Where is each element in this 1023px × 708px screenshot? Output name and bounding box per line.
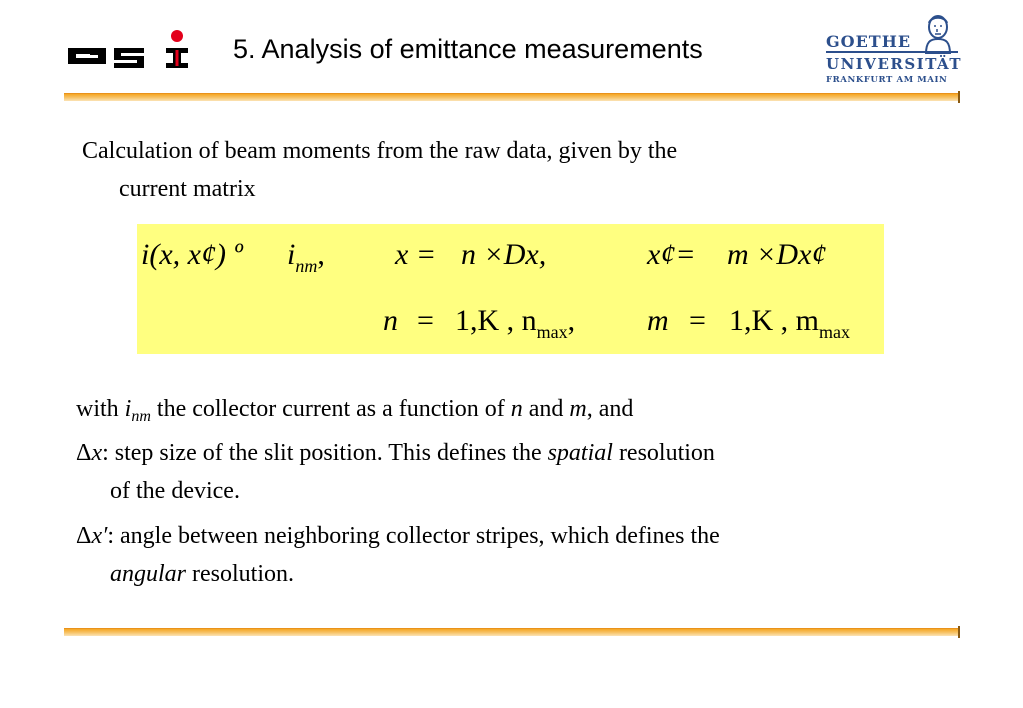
goethe-logo-line3: FRANKFURT AM MAIN	[826, 75, 948, 85]
formula-eq-1: =	[417, 304, 434, 337]
header-divider	[64, 93, 958, 101]
formula-x-eq: x =	[395, 238, 437, 271]
goethe-logo-line2: UNIVERSITÄT	[826, 55, 963, 73]
formula-range-n: 1,K , $n_{max}$,	[455, 304, 576, 342]
delta-xprime-line-1: Δx′: angle between neighboring collector stripes, which defines the	[76, 523, 720, 549]
goethe-university-logo	[826, 12, 962, 90]
goethe-logo-line1: GOETHE	[826, 32, 912, 51]
delta-x-paragraph	[76, 434, 936, 510]
formula-lhs: i(x, x¢) º	[141, 238, 243, 271]
with-inm-paragraph: with $i_{nm}$ the collector current as a function of n and m, and	[76, 396, 634, 425]
page-title: 5. Analysis of emittance measurements	[233, 34, 703, 64]
footer-divider	[64, 628, 958, 636]
goethe-portrait-icon	[918, 12, 958, 54]
delta-xprime-line-2: angular resolution.	[110, 561, 295, 587]
gsi-logo-icon	[66, 28, 194, 70]
formula-n-dx: n ×Dx,	[461, 238, 547, 271]
intro-line-2: current matrix	[119, 176, 256, 202]
formula-n: n	[383, 304, 398, 337]
delta-x-line-1: Δx: step size of the slit position. This defines the spatial resolution	[76, 440, 715, 466]
formula-m: m	[647, 304, 669, 337]
formula-inm: $i_{nm}$,	[287, 238, 325, 276]
intro-paragraph	[82, 132, 882, 208]
formula-box	[137, 224, 884, 354]
delta-xprime-paragraph	[76, 517, 936, 593]
delta-x-line-2: of the device.	[110, 478, 240, 504]
intro-line-1: Calculation of beam moments from the raw data, given by the	[82, 138, 678, 164]
formula-xp-eq: x¢=	[647, 238, 696, 271]
formula-eq-2: =	[689, 304, 706, 337]
formula-range-m: 1,K , $m_{max}$	[729, 304, 850, 342]
formula-m-dxp: m ×Dx¢	[727, 238, 827, 271]
